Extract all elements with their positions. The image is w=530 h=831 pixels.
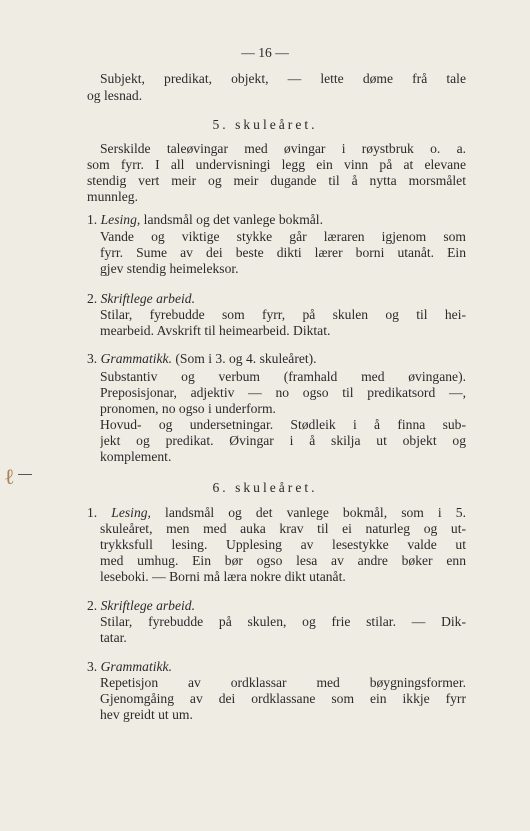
year5-item1-line-1: Vande og viktige stykke går læraren igjenom som [100,229,466,244]
margin-pencil-mark: ℓ [4,465,15,490]
item-number: 3. [87,351,98,366]
year6-item1-title [87,505,466,521]
year5-item3-line-1: Substantiv og verbum (framhald med øvingane). [100,369,466,384]
intro-line-2: og lesnad. [87,88,143,103]
year5-item3-title [87,351,466,367]
year5-item2-line-2: mearbeid. Avskrift til heimearbeid. Diktat. [100,323,331,338]
year6-item1-line-2: trykksfull lesing. Upplesing av lesestykke valde ut [100,537,466,552]
year5-intro-line-1: Serskilde taleøvingar med øvingar i røystbruk o. a. [100,141,466,156]
year6-item2-line-1: Stilar, fyrebudde på skulen, og frie stilar. — Dik- [100,614,466,629]
year5-intro-line-2: som fyrr. I all undervisningi legg ein vinn på at elevane [87,157,466,172]
item-number: 2. [87,598,98,613]
year6-item1-line-4: leseboki. — Borni må læra nokre dikt utanåt. [100,569,346,584]
year6-item3-title [87,659,466,675]
item-title-rest: landsmål og det vanlege bokmål, som i 5. [165,505,466,520]
year5-item1-line-3: gjev stendig heimeleksor. [100,261,239,276]
item-number: 3. [87,659,98,674]
year5-item1-line-2: fyrr. Sume av dei beste dikti lærer borni utanåt. Ein [100,245,466,260]
year6-item2-line-2: tatar. [100,630,127,645]
item-number: 1. [87,212,98,227]
intro-line-1: Subjekt, predikat, objekt, — lette døme frå tale [100,71,466,86]
item-title: Skriftlege arbeid. [100,291,195,306]
item-number: 2. [87,291,98,306]
year5-item3-line-4: Hovud- og undersetningar. Stødleik i å finna sub- [100,417,466,432]
year5-intro-line-3: stendig vert meir og meir dugande til å nytta morsmålet [87,173,466,188]
year5-item3-line-6: komplement. [100,449,172,464]
year5-item2-line-1: Stilar, fyrebudde som fyrr, på skulen og til hei- [100,307,466,322]
item-title: Grammatikk. [100,659,172,674]
year6-item1-line-1: skuleåret, men med auka krav til ei naturleg og ut- [100,521,466,536]
year5-item1-title [87,212,466,228]
year5-heading: 5. skuleåret. [212,117,318,132]
year5-intro-line-4: munnleg. [87,189,138,204]
year6-heading: 6. skuleåret. [212,480,318,495]
item-title-rest: landsmål og det vanlege bokmål. [143,212,323,227]
year6-item1-line-3: med umhug. Ein bør ogso lesa av andre bøker enn [100,553,466,568]
item-title: Lesing, [111,505,151,520]
item-title: Grammatikk. [100,351,172,366]
item-number: 1. [87,505,98,520]
year6-item3-line-1: Repetisjon av ordklassar med bøygningsformer. [100,675,466,690]
year5-item3-line-3: pronomen, no ogso i underform. [100,401,276,416]
year6-item3-line-3: hev greidt ut um. [100,707,193,722]
margin-dash [18,474,32,475]
year6-item2-title [87,598,466,614]
year6-item3-line-2: Gjenomgåing av dei ordklassane som ein ikkje fyrr [100,691,466,706]
year5-item3-line-5: jekt og predikat. Øvingar i å skilja ut objekt og [100,433,466,448]
year5-item3-line-2: Preposisjonar, adjektiv — no ogso til predikatsord —, [100,385,466,400]
page-number: — 16 — [241,45,289,60]
item-title: Lesing, [100,212,141,227]
year5-item2-title [87,291,466,307]
item-title-rest: (Som i 3. og 4. skuleåret). [175,351,317,366]
item-title: Skriftlege arbeid. [100,598,195,613]
